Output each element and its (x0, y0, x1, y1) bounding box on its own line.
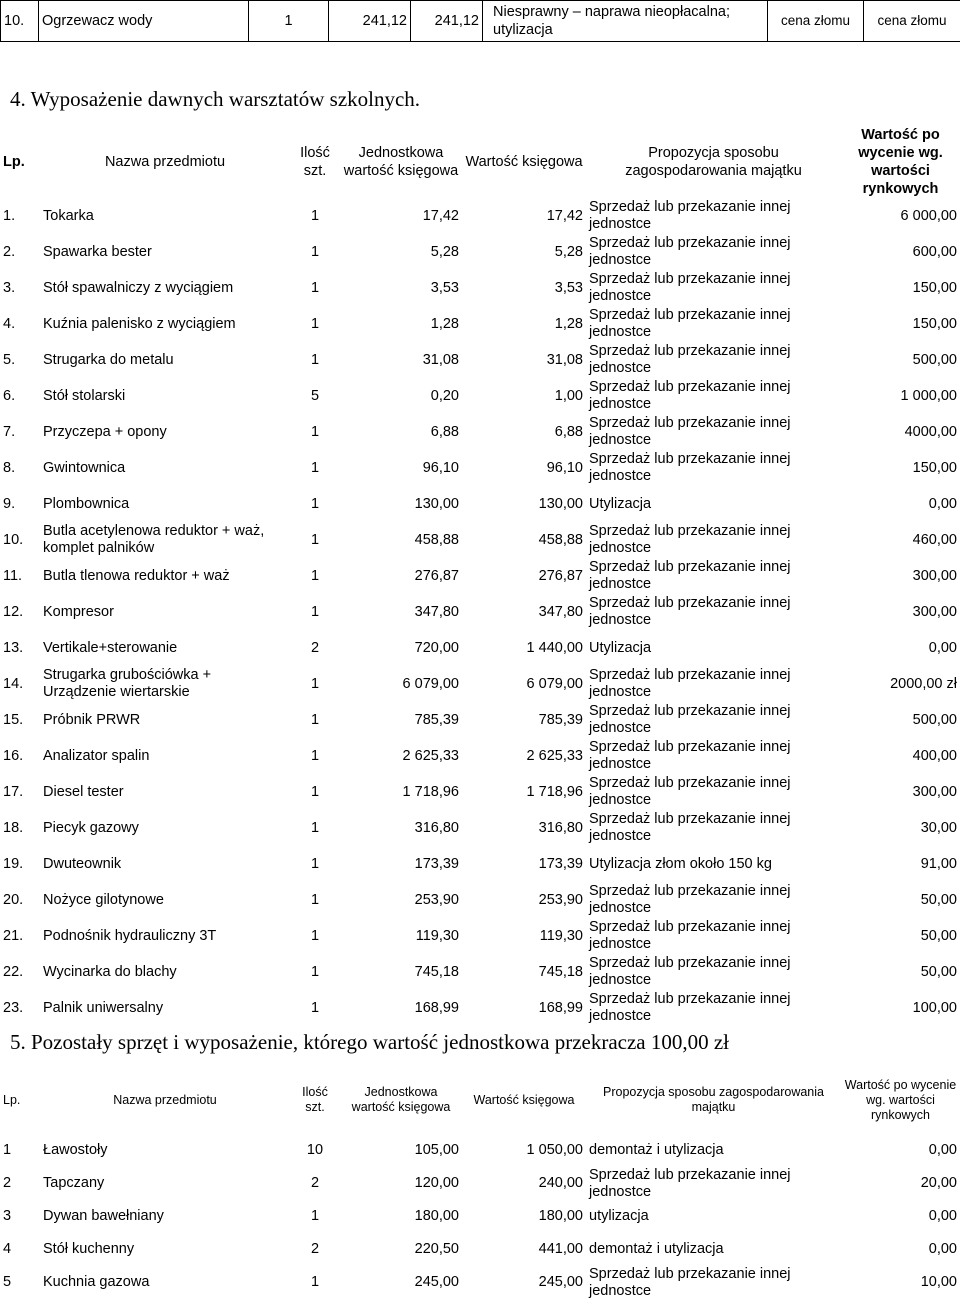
table-header-row (0, 1066, 960, 1134)
row-qty: 1 (290, 558, 340, 594)
row-name: Kompresor (40, 594, 290, 630)
row-name: Kuchnia gazowa (40, 1266, 290, 1300)
row-unit-value: 173,39 (340, 846, 462, 882)
row-lp: 16. (0, 738, 40, 774)
table-row (0, 306, 960, 342)
row-proposal: Sprzedaż lub przekazanie innej jednostce (586, 774, 841, 810)
row-qty: 1 (290, 594, 340, 630)
row-unit-value: 96,10 (340, 450, 462, 486)
row-name: Próbnik PRWR (40, 702, 290, 738)
row-proposal: Sprzedaż lub przekazanie innej jednostce (586, 954, 841, 990)
row-proposal: Sprzedaż lub przekazanie innej jednostce (586, 450, 841, 486)
table-row (0, 558, 960, 594)
row-market-value: 6 000,00 (841, 198, 960, 234)
table-row (0, 1266, 960, 1300)
row-lp: 5 (0, 1266, 40, 1300)
row-unit-value: 2 625,33 (340, 738, 462, 774)
row-unit-value: 119,30 (340, 918, 462, 954)
row-lp: 11. (0, 558, 40, 594)
row-lp: 22. (0, 954, 40, 990)
row-unit-value: 17,42 (340, 198, 462, 234)
row-proposal: utylizacja (586, 1201, 841, 1234)
row-unit-value: 1 718,96 (340, 774, 462, 810)
row-name: Piecyk gazowy (40, 810, 290, 846)
row-qty: 1 (290, 846, 340, 882)
row-proposal: Sprzedaż lub przekazanie innej jednostce (586, 1266, 841, 1300)
row-unit-value: 6 079,00 (340, 666, 462, 702)
table-row (0, 990, 960, 1026)
row-book-value: 31,08 (462, 342, 586, 378)
row-lp: 14. (0, 666, 40, 702)
row-book-value: 1 718,96 (462, 774, 586, 810)
row-name: Analizator spalin (40, 738, 290, 774)
table-row (0, 234, 960, 270)
row-book-value: 785,39 (462, 702, 586, 738)
section-5-table (0, 1066, 960, 1300)
header-lp: Lp. (0, 126, 40, 198)
row-name: Nożyce gilotynowe (40, 882, 290, 918)
table-row (0, 198, 960, 234)
row-name: Stół stolarski (40, 378, 290, 414)
row-name: Gwintownica (40, 450, 290, 486)
row-name: Palnik uniwersalny (40, 990, 290, 1026)
row-name: Stół kuchenny (40, 1233, 290, 1266)
header-qty: Ilość szt. (290, 1066, 340, 1134)
row-qty: 1 (290, 918, 340, 954)
row-name: Ławostoły (40, 1134, 290, 1167)
row-name: Kuźnia palenisko z wyciągiem (40, 306, 290, 342)
header-name: Nazwa przedmiotu (40, 126, 290, 198)
section-4-table (0, 126, 960, 1026)
row-name: Plombownica (40, 486, 290, 522)
row-book-value: 1,28 (462, 306, 586, 342)
row-unit-value: 220,50 (340, 1233, 462, 1266)
row-qty: 1 (290, 666, 340, 702)
row-market-value: 91,00 (841, 846, 960, 882)
table-row (0, 1167, 960, 1201)
header-book-value: Wartość księgowa (462, 1066, 586, 1134)
row-lp: 23. (0, 990, 40, 1026)
row-lp: 12. (0, 594, 40, 630)
row-unit-value: 6,88 (340, 414, 462, 450)
row-market-value: 10,00 (841, 1266, 960, 1300)
row-lp: 1. (0, 198, 40, 234)
row-book-value: 119,30 (462, 918, 586, 954)
header-lp: Lp. (0, 1066, 40, 1134)
row-unit-value: 3,53 (340, 270, 462, 306)
row-name: Podnośnik hydrauliczny 3T (40, 918, 290, 954)
row-market-value: 300,00 (841, 774, 960, 810)
section-5-title: 5. Pozostały sprzęt i wyposażenie, którego wartość jednostkowa przekracza 100,00 zł (10, 1030, 729, 1055)
row-qty: 5 (290, 378, 340, 414)
row-lp: 1 (0, 1134, 40, 1167)
header-book-value: Wartość księgowa (462, 126, 586, 198)
section-4-title: 4. Wyposażenie dawnych warsztatów szkolnych. (10, 87, 420, 112)
row-qty: 1 (290, 774, 340, 810)
table-row (0, 738, 960, 774)
row-market-value: 50,00 (841, 954, 960, 990)
row-proposal: demontaż i utylizacja (586, 1233, 841, 1266)
row-book-value: 253,90 (462, 882, 586, 918)
row-market-value: 150,00 (841, 306, 960, 342)
row-market-value: 300,00 (841, 594, 960, 630)
row-qty: 2 (290, 630, 340, 666)
row-name: Strugarka grubościówka + Urządzenie wiertarskie (40, 666, 290, 702)
row-market-value: 300,00 (841, 558, 960, 594)
row-proposal: demontaż i utylizacja (586, 1134, 841, 1167)
row-book-value: 1 440,00 (462, 630, 586, 666)
table-row (0, 702, 960, 738)
row-name: Wycinarka do blachy (40, 954, 290, 990)
header-market-value: Wartość po wycenie wg. wartości rynkowych (841, 126, 960, 198)
row-unit-value: 31,08 (340, 342, 462, 378)
row-unit-value: 720,00 (340, 630, 462, 666)
row-market-value: 0,00 (841, 630, 960, 666)
row-unit-value: 745,18 (340, 954, 462, 990)
row-qty: 1 (290, 738, 340, 774)
row-unit-value: 253,90 (340, 882, 462, 918)
row-name: Stół spawalniczy z wyciągiem (40, 270, 290, 306)
row-qty: 1 (290, 306, 340, 342)
table-row (0, 1134, 960, 1167)
row-market-value: 500,00 (841, 342, 960, 378)
row-book-value: 276,87 (462, 558, 586, 594)
row-proposal: Sprzedaż lub przekazanie innej jednostce (586, 594, 841, 630)
table-row (0, 666, 960, 702)
row-lp: 4 (0, 1233, 40, 1266)
row-qty: 1 (249, 1, 329, 42)
row-proposal: Niesprawny – naprawa nieopłacalna; utylizacja (483, 1, 768, 42)
row-book-value: 6 079,00 (462, 666, 586, 702)
row-proposal: Sprzedaż lub przekazanie innej jednostce (586, 558, 841, 594)
row-proposal: Sprzedaż lub przekazanie innej jednostce (586, 306, 841, 342)
row-lp: 21. (0, 918, 40, 954)
row-unit-value: 241,12 (329, 1, 411, 42)
row-market-value: 0,00 (841, 1201, 960, 1234)
row-book-value: 745,18 (462, 954, 586, 990)
row-qty: 1 (290, 1266, 340, 1300)
row-qty: 1 (290, 1201, 340, 1234)
row-market-value: 0,00 (841, 1233, 960, 1266)
row-name: Spawarka bester (40, 234, 290, 270)
row-lp: 17. (0, 774, 40, 810)
table-row (0, 810, 960, 846)
row-qty: 1 (290, 234, 340, 270)
row-book-value: 2 625,33 (462, 738, 586, 774)
row-proposal: Sprzedaż lub przekazanie innej jednostce (586, 198, 841, 234)
table-row (0, 594, 960, 630)
row-lp: 2 (0, 1167, 40, 1201)
row-book-value: 173,39 (462, 846, 586, 882)
row-market-value: 2000,00 zł (841, 666, 960, 702)
row-market-value: 600,00 (841, 234, 960, 270)
row-market-value: 50,00 (841, 918, 960, 954)
row-name: Vertikale+sterowanie (40, 630, 290, 666)
row-name: Strugarka do metalu (40, 342, 290, 378)
row-book-value: 130,00 (462, 486, 586, 522)
table-row (0, 378, 960, 414)
row-market-value: 20,00 (841, 1167, 960, 1201)
row-unit-value: 5,28 (340, 234, 462, 270)
row-lp: 2. (0, 234, 40, 270)
header-proposal: Propozycja sposobu zagospodarowania majątku (586, 1066, 841, 1134)
table-row (0, 522, 960, 558)
row-name: Butla tlenowa reduktor + waż (40, 558, 290, 594)
row-unit-value: 785,39 (340, 702, 462, 738)
row-market-value: 0,00 (841, 486, 960, 522)
table-row (0, 270, 960, 306)
row-qty: 1 (290, 702, 340, 738)
row-book-value: 441,00 (462, 1233, 586, 1266)
row-market-value: 1 000,00 (841, 378, 960, 414)
row-lp: 10. (1, 1, 39, 42)
row-proposal: Sprzedaż lub przekazanie innej jednostce (586, 666, 841, 702)
row-proposal: Utylizacja złom około 150 kg (586, 846, 841, 882)
row-book-value: 1,00 (462, 378, 586, 414)
row-lp: 5. (0, 342, 40, 378)
row-book-value: 168,99 (462, 990, 586, 1026)
header-market-value: Wartość po wycenie wg. wartości rynkowych (841, 1066, 960, 1134)
row-market-value: 400,00 (841, 738, 960, 774)
header-qty: Ilość szt. (290, 126, 340, 198)
row-qty: 1 (290, 810, 340, 846)
row-market-value: 50,00 (841, 882, 960, 918)
table-row (0, 486, 960, 522)
table-header-row (0, 126, 960, 198)
row-book-value: 96,10 (462, 450, 586, 486)
row-qty: 1 (290, 522, 340, 558)
row-market-value: 150,00 (841, 270, 960, 306)
row-qty: 1 (290, 450, 340, 486)
row-unit-value: 120,00 (340, 1167, 462, 1201)
row-unit-value: 168,99 (340, 990, 462, 1026)
row-book-value: 17,42 (462, 198, 586, 234)
row-qty: 1 (290, 486, 340, 522)
row-proposal: Utylizacja (586, 630, 841, 666)
row-name: Dywan bawełniany (40, 1201, 290, 1234)
row-book-value: 458,88 (462, 522, 586, 558)
row-lp: 7. (0, 414, 40, 450)
row-unit-value: 130,00 (340, 486, 462, 522)
row-proposal: Sprzedaż lub przekazanie innej jednostce (586, 918, 841, 954)
row-lp: 10. (0, 522, 40, 558)
row-lp: 19. (0, 846, 40, 882)
table-row (0, 774, 960, 810)
table-row (0, 846, 960, 882)
row-proposal: Sprzedaż lub przekazanie innej jednostce (586, 738, 841, 774)
row-book-value: 241,12 (411, 1, 483, 42)
table-row (0, 414, 960, 450)
row-market-value: 100,00 (841, 990, 960, 1026)
row-name: Diesel tester (40, 774, 290, 810)
row-unit-value: 347,80 (340, 594, 462, 630)
row-book-value: 6,88 (462, 414, 586, 450)
row-market-value: 460,00 (841, 522, 960, 558)
row-proposal: Sprzedaż lub przekazanie innej jednostce (586, 522, 841, 558)
row-name: Ogrzewacz wody (39, 1, 249, 42)
table-row (0, 630, 960, 666)
row-book-value: 316,80 (462, 810, 586, 846)
row-qty: 1 (290, 270, 340, 306)
row-book-value: 180,00 (462, 1201, 586, 1234)
row-unit-value: 245,00 (340, 1266, 462, 1300)
header-unit-value: Jednostkowa wartość księgowa (340, 1066, 462, 1134)
row-unit-value: 1,28 (340, 306, 462, 342)
row-proposal: Sprzedaż lub przekazanie innej jednostce (586, 1167, 841, 1201)
row-market-value-a: cena złomu (768, 1, 864, 42)
row-lp: 4. (0, 306, 40, 342)
row-unit-value: 105,00 (340, 1134, 462, 1167)
row-market-value: 30,00 (841, 810, 960, 846)
row-market-value: 500,00 (841, 702, 960, 738)
row-book-value: 1 050,00 (462, 1134, 586, 1167)
row-book-value: 245,00 (462, 1266, 586, 1300)
row-book-value: 3,53 (462, 270, 586, 306)
table-row (0, 1201, 960, 1234)
row-name: Tapczany (40, 1167, 290, 1201)
row-proposal: Sprzedaż lub przekazanie innej jednostce (586, 882, 841, 918)
row-market-value: 4000,00 (841, 414, 960, 450)
row-qty: 2 (290, 1167, 340, 1201)
row-name: Przyczepa + opony (40, 414, 290, 450)
table-row (0, 918, 960, 954)
table-row (1, 1, 960, 42)
row-lp: 9. (0, 486, 40, 522)
row-qty: 1 (290, 990, 340, 1026)
table-row (0, 450, 960, 486)
row-qty: 1 (290, 414, 340, 450)
row-market-value-b: cena złomu (864, 1, 960, 42)
row-lp: 3 (0, 1201, 40, 1234)
previous-table-last-row (0, 0, 960, 42)
row-proposal: Sprzedaż lub przekazanie innej jednostce (586, 810, 841, 846)
row-lp: 3. (0, 270, 40, 306)
row-book-value: 240,00 (462, 1167, 586, 1201)
table-row (0, 342, 960, 378)
row-proposal: Sprzedaż lub przekazanie innej jednostce (586, 270, 841, 306)
header-proposal: Propozycja sposobu zagospodarowania majątku (586, 126, 841, 198)
header-unit-value: Jednostkowa wartość księgowa (340, 126, 462, 198)
row-proposal: Sprzedaż lub przekazanie innej jednostce (586, 234, 841, 270)
row-lp: 13. (0, 630, 40, 666)
row-proposal: Utylizacja (586, 486, 841, 522)
table-row (0, 882, 960, 918)
row-lp: 18. (0, 810, 40, 846)
row-proposal: Sprzedaż lub przekazanie innej jednostce (586, 414, 841, 450)
row-proposal: Sprzedaż lub przekazanie innej jednostce (586, 342, 841, 378)
row-qty: 1 (290, 954, 340, 990)
row-unit-value: 0,20 (340, 378, 462, 414)
table-row (0, 954, 960, 990)
row-market-value: 150,00 (841, 450, 960, 486)
row-book-value: 347,80 (462, 594, 586, 630)
row-unit-value: 458,88 (340, 522, 462, 558)
row-proposal: Sprzedaż lub przekazanie innej jednostce (586, 378, 841, 414)
row-lp: 6. (0, 378, 40, 414)
row-book-value: 5,28 (462, 234, 586, 270)
row-proposal: Sprzedaż lub przekazanie innej jednostce (586, 702, 841, 738)
row-qty: 1 (290, 342, 340, 378)
row-qty: 1 (290, 882, 340, 918)
row-lp: 20. (0, 882, 40, 918)
row-lp: 15. (0, 702, 40, 738)
row-lp: 8. (0, 450, 40, 486)
row-unit-value: 316,80 (340, 810, 462, 846)
header-name: Nazwa przedmiotu (40, 1066, 290, 1134)
row-qty: 10 (290, 1134, 340, 1167)
table-row (0, 1233, 960, 1266)
row-name: Tokarka (40, 198, 290, 234)
row-qty: 1 (290, 198, 340, 234)
row-name: Dwuteownik (40, 846, 290, 882)
row-proposal: Sprzedaż lub przekazanie innej jednostce (586, 990, 841, 1026)
row-unit-value: 276,87 (340, 558, 462, 594)
row-unit-value: 180,00 (340, 1201, 462, 1234)
row-qty: 2 (290, 1233, 340, 1266)
row-market-value: 0,00 (841, 1134, 960, 1167)
row-name: Butla acetylenowa reduktor + waż, komplet palników (40, 522, 290, 558)
